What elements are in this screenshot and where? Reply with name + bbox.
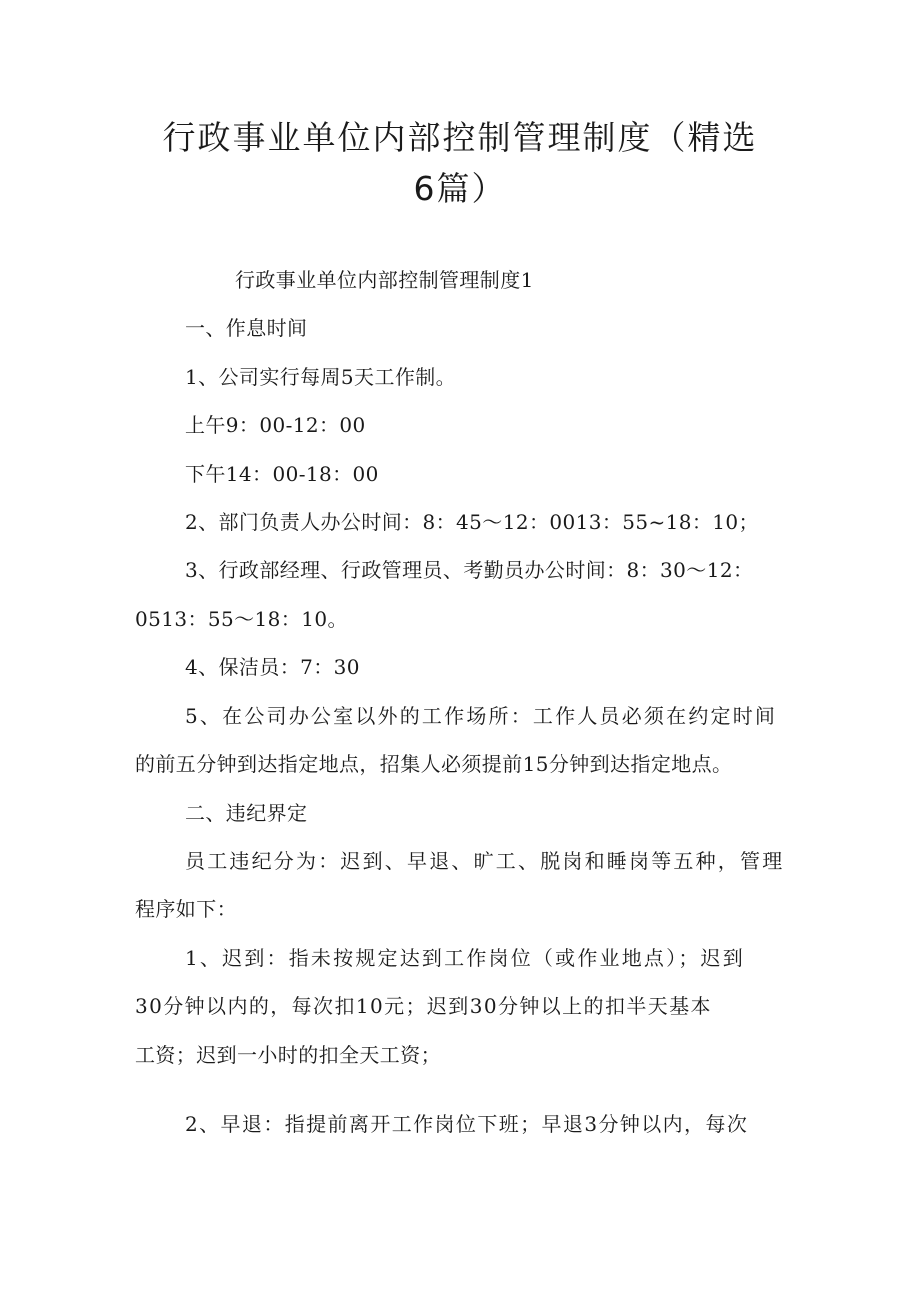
paragraph-line: 二、违纪界定 xyxy=(185,801,308,825)
paragraph-line: 一、作息时间 xyxy=(185,316,308,340)
paragraph-line: 2、早退：指提前离开工作岗位下班；早退3分钟以内，每次 xyxy=(185,1112,749,1136)
paragraph-line: 的前五分钟到达指定地点，招集人必须提前15分钟到达指定地点。 xyxy=(135,752,733,776)
paragraph-line: 上午9：00-12：00 xyxy=(185,413,366,437)
paragraph-line: 0513：55～18：10。 xyxy=(135,607,348,631)
section-heading: 行政事业单位内部控制管理制度1 xyxy=(235,268,534,292)
paragraph-line: 2、部门负责人办公时间：8：45～12：0013：55~18：10； xyxy=(185,510,759,534)
paragraph-line: 员工违纪分为：迟到、早退、旷工、脱岗和睡岗等五种，管理 xyxy=(185,849,785,873)
paragraph-line: 下午14：00-18：00 xyxy=(185,462,379,486)
paragraph-line: 程序如下： xyxy=(135,897,237,921)
paragraph-line: 1、迟到：指未按规定达到工作岗位（或作业地点）；迟到 xyxy=(185,946,745,970)
paragraph-line: 5、在公司办公室以外的工作场所：工作人员必须在约定时间 xyxy=(185,704,778,728)
paragraph-line: 工资；迟到一小时的扣全天工资； xyxy=(135,1043,441,1067)
document-title-line-2: 6篇） xyxy=(413,169,507,208)
paragraph-line: 3、行政部经理、行政管理员、考勤员办公时间：8：30～12： xyxy=(185,558,754,582)
paragraph-line: 30分钟以内的，每次扣10元；迟到30分钟以上的扣半天基本 xyxy=(135,994,712,1018)
document-title-line-1: 行政事业单位内部控制管理制度（精选 xyxy=(162,118,758,157)
paragraph-line: 4、保洁员：7：30 xyxy=(185,655,360,679)
paragraph-line: 1、公司实行每周5天工作制。 xyxy=(185,365,457,389)
